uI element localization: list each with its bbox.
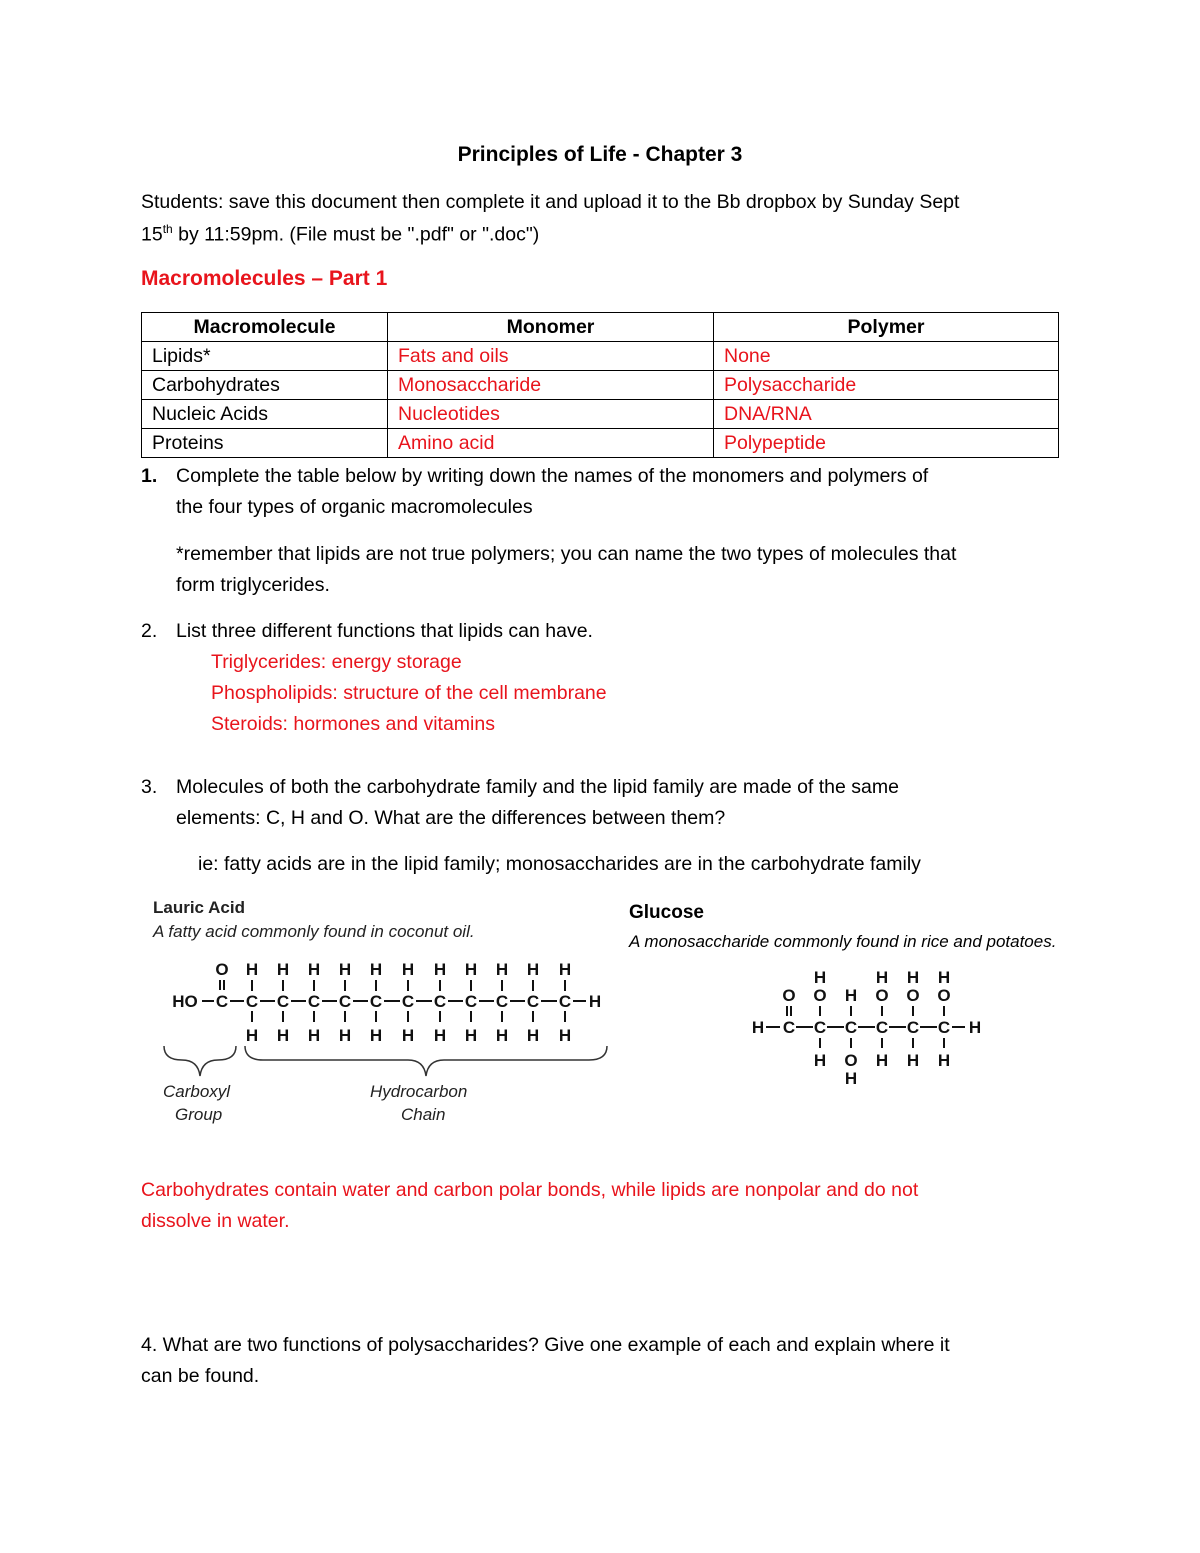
header-macromolecule: Macromolecule bbox=[142, 313, 388, 342]
atom-symbol: H bbox=[495, 960, 509, 979]
atom-symbol: O bbox=[844, 1051, 858, 1070]
q3-answer-line1[interactable]: Carbohydrates contain water and carbon polar bonds, while lipids are nonpolar and do not bbox=[141, 1179, 919, 1201]
atom-symbol: C bbox=[464, 992, 478, 1011]
atom-symbol: O bbox=[875, 986, 889, 1005]
cell-polymer[interactable]: None bbox=[714, 342, 1059, 371]
cell-monomer[interactable]: Amino acid bbox=[388, 429, 714, 458]
header-polymer: Polymer bbox=[714, 313, 1059, 342]
atom-symbol: H bbox=[844, 986, 858, 1005]
deadline-text: by 11:59pm. (File must be ".pdf" or ".doc") bbox=[172, 223, 540, 246]
atom-symbol: C bbox=[526, 992, 540, 1011]
q4-line2: can be found. bbox=[141, 1365, 260, 1387]
date-day: 15 bbox=[141, 223, 163, 246]
atom-symbol: H bbox=[588, 992, 602, 1011]
cell-macromolecule: Proteins bbox=[142, 429, 388, 458]
q2-number: 2. bbox=[141, 620, 158, 642]
q1-note-line2: form triglycerides. bbox=[176, 574, 330, 596]
atom-symbol: H bbox=[401, 1026, 415, 1045]
atom-symbol: C bbox=[401, 992, 415, 1011]
atom-symbol: H bbox=[464, 1026, 478, 1045]
atom-symbol: C bbox=[215, 992, 229, 1011]
brace bbox=[245, 1046, 607, 1076]
atom-symbol: C bbox=[495, 992, 509, 1011]
atom-symbol: C bbox=[307, 992, 321, 1011]
lauric-acid-title: Lauric Acid bbox=[153, 898, 245, 917]
carboxyl-label: Carboxyl bbox=[163, 1082, 231, 1101]
cell-polymer[interactable]: Polysaccharide bbox=[714, 371, 1059, 400]
chain-label: Chain bbox=[401, 1105, 446, 1124]
cell-macromolecule: Lipids* bbox=[142, 342, 388, 371]
cell-macromolecule: Nucleic Acids bbox=[142, 400, 388, 429]
atom-symbol: H bbox=[813, 968, 827, 987]
q2-answer[interactable]: Steroids: hormones and vitamins bbox=[211, 713, 495, 735]
atom-symbol: O bbox=[782, 986, 796, 1005]
atom-symbol: C bbox=[433, 992, 447, 1011]
q2-text: List three different functions that lipids can have. bbox=[176, 620, 593, 642]
atom-symbol: H bbox=[401, 960, 415, 979]
atom-symbol: H bbox=[844, 1069, 858, 1088]
atom-symbol: O bbox=[937, 986, 951, 1005]
atom-symbol: H bbox=[307, 1026, 321, 1045]
atom-symbol: O bbox=[215, 960, 229, 979]
atom-symbol: H bbox=[433, 960, 447, 979]
lauric-acid-caption: A fatty acid commonly found in coconut oil. bbox=[153, 922, 475, 941]
atom-symbol: H bbox=[464, 960, 478, 979]
atom-symbol: H bbox=[369, 1026, 383, 1045]
brace bbox=[164, 1046, 236, 1076]
atom-symbol: O bbox=[813, 986, 827, 1005]
cell-macromolecule: Carbohydrates bbox=[142, 371, 388, 400]
atom-symbol: H bbox=[307, 960, 321, 979]
atom-symbol: H bbox=[433, 1026, 447, 1045]
atom-symbol: H bbox=[245, 1026, 259, 1045]
atom-symbol: H bbox=[906, 968, 920, 987]
q1-note-line1: *remember that lipids are not true polymers; you can name the two types of molecules that bbox=[176, 543, 957, 565]
atom-symbol: H bbox=[558, 960, 572, 979]
atom-symbol: H bbox=[751, 1018, 765, 1037]
q4-line1: 4. What are two functions of polysaccharides? Give one example of each and explain where it bbox=[141, 1334, 950, 1356]
instructions-line1: Students: save this document then complete it and upload it to the Bb dropbox by Sunday Sept bbox=[141, 191, 960, 213]
atom-symbol: C bbox=[338, 992, 352, 1011]
q2-answer[interactable]: Triglycerides: energy storage bbox=[211, 651, 462, 673]
page-title: Principles of Life - Chapter 3 bbox=[457, 143, 743, 166]
atom-symbol: H bbox=[338, 1026, 352, 1045]
glucose-caption: A monosaccharide commonly found in rice and potatoes. bbox=[629, 932, 1057, 951]
atom-symbol: H bbox=[558, 1026, 572, 1045]
q3-answer-line2[interactable]: dissolve in water. bbox=[141, 1210, 290, 1232]
q3-line1: Molecules of both the carbohydrate family and the lipid family are made of the same bbox=[176, 776, 899, 798]
atom-symbol: C bbox=[782, 1018, 796, 1037]
atom-symbol: H bbox=[526, 960, 540, 979]
q2-answer[interactable]: Phospholipids: structure of the cell membrane bbox=[211, 682, 607, 704]
q1-line2: the four types of organic macromolecules bbox=[176, 496, 533, 518]
atom-symbol: HO bbox=[172, 992, 198, 1011]
q3-number: 3. bbox=[141, 776, 158, 798]
atom-symbol: H bbox=[937, 1051, 951, 1070]
hydrocarbon-label: Hydrocarbon bbox=[370, 1082, 468, 1101]
atom-symbol: H bbox=[338, 960, 352, 979]
atom-symbol: C bbox=[875, 1018, 889, 1037]
atom-symbol: H bbox=[968, 1018, 982, 1037]
atom-symbol: H bbox=[813, 1051, 827, 1070]
q1-line1: Complete the table below by writing down the names of the monomers and polymers of bbox=[176, 465, 929, 487]
atom-symbol: O bbox=[906, 986, 920, 1005]
atom-symbol: H bbox=[875, 968, 889, 987]
atom-symbol: H bbox=[526, 1026, 540, 1045]
q3-line2: elements: C, H and O. What are the differences between them? bbox=[176, 807, 726, 829]
atom-symbol: C bbox=[813, 1018, 827, 1037]
cell-monomer[interactable]: Monosaccharide bbox=[388, 371, 714, 400]
q1-number: 1. bbox=[141, 465, 158, 487]
atom-symbol: C bbox=[937, 1018, 951, 1037]
atom-symbol: H bbox=[369, 960, 383, 979]
atom-symbol: H bbox=[245, 960, 259, 979]
atom-symbol: C bbox=[558, 992, 572, 1011]
atom-symbol: H bbox=[906, 1051, 920, 1070]
atom-symbol: C bbox=[844, 1018, 858, 1037]
cell-monomer[interactable]: Nucleotides bbox=[388, 400, 714, 429]
cell-polymer[interactable]: Polypeptide bbox=[714, 429, 1059, 458]
date-suffix: th bbox=[162, 222, 173, 236]
atom-symbol: H bbox=[276, 960, 290, 979]
atom-symbol: H bbox=[276, 1026, 290, 1045]
atom-symbol: H bbox=[937, 968, 951, 987]
section-heading: Macromolecules – Part 1 bbox=[141, 267, 388, 290]
atom-symbol: C bbox=[906, 1018, 920, 1037]
cell-monomer[interactable]: Fats and oils bbox=[388, 342, 714, 371]
group-label: Group bbox=[175, 1105, 223, 1124]
header-monomer: Monomer bbox=[388, 313, 714, 342]
atom-symbol: H bbox=[495, 1026, 509, 1045]
atom-symbol: H bbox=[875, 1051, 889, 1070]
atom-symbol: C bbox=[369, 992, 383, 1011]
glucose-title: Glucose bbox=[629, 902, 704, 923]
atom-symbol: C bbox=[245, 992, 259, 1011]
cell-polymer[interactable]: DNA/RNA bbox=[714, 400, 1059, 429]
atom-symbol: C bbox=[276, 992, 290, 1011]
q3-hint: ie: fatty acids are in the lipid family; monosaccharides are in the carbohydrate family bbox=[198, 853, 921, 875]
